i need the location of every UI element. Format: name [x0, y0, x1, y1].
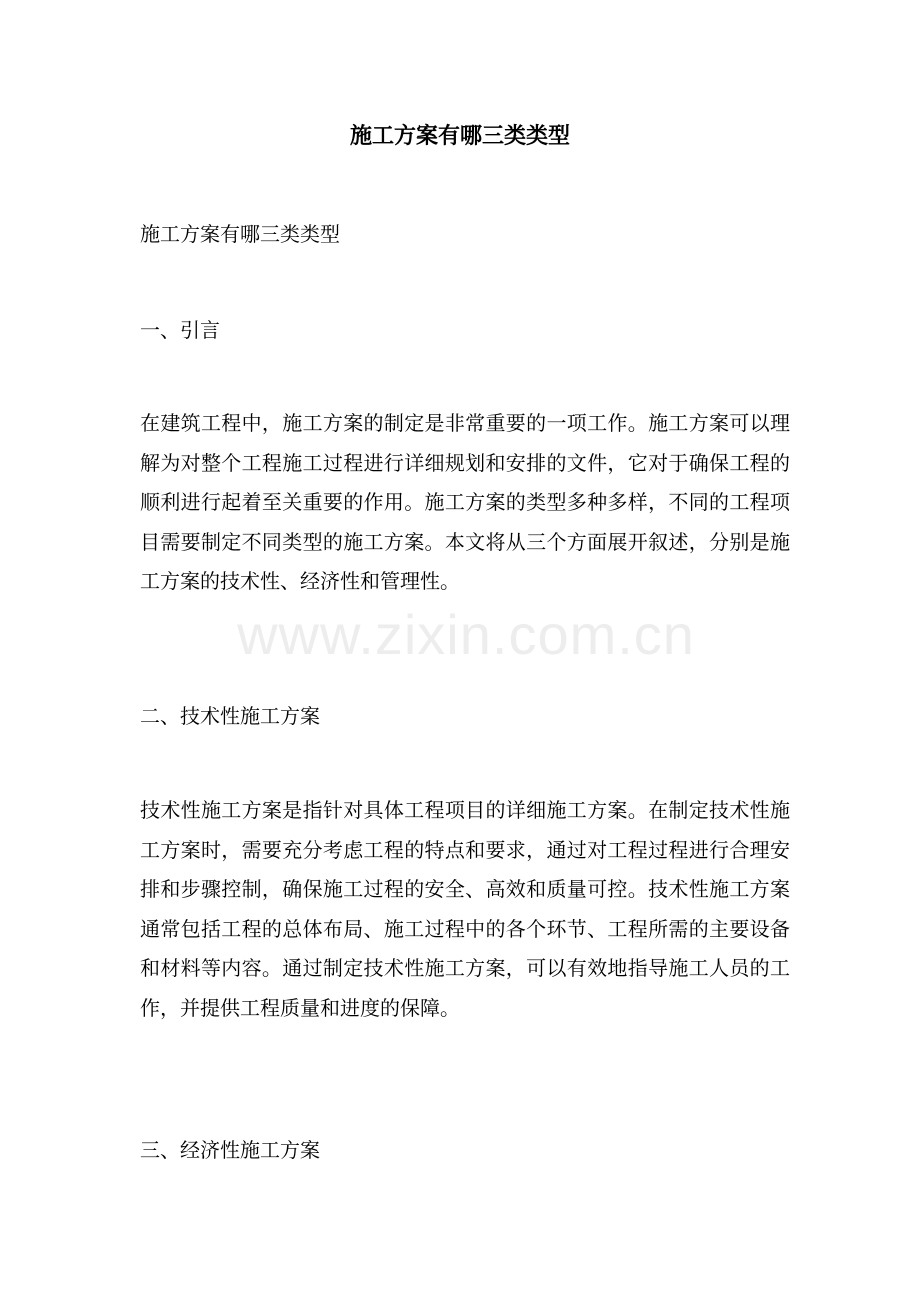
- document-subtitle: 施工方案有哪三类类型: [140, 222, 340, 246]
- paragraph-technical: 技术性施工方案是指针对具体工程项目的详细施工方案。在制定技术性施工方案时，需要充分考虑工程的特点和要求，通过对工程过程进行合理安排和步骤控制，确保施工过程的安全、高效和质量可控。技术性施工方案通常包括工程的总体布局、施工过程中的各个环节、工程所需的主要设备和材料等内容。通过制定技术性施工方案，可以有效地指导施工人员的工作，并提供工程质量和进度的保障。: [140, 798, 790, 1020]
- section-heading-economic: 三、经济性施工方案: [140, 1138, 320, 1162]
- section-heading-intro: 一、引言: [140, 318, 220, 342]
- document-title: 施工方案有哪三类类型: [349, 123, 570, 149]
- watermark-text: www.zixin.com.cn: [237, 603, 695, 666]
- section-heading-technical: 二、技术性施工方案: [140, 704, 320, 728]
- paragraph-intro: 在建筑工程中，施工方案的制定是非常重要的一项工作。施工方案可以理解为对整个工程施工过程进行详细规划和安排的文件，它对于确保工程的顺利进行起着至关重要的作用。施工方案的类型多种多样，不同的工程项目需要制定不同类型的施工方案。本文将从三个方面展开叙述，分别是施工方案的技术性、经济性和管理性。: [140, 411, 790, 593]
